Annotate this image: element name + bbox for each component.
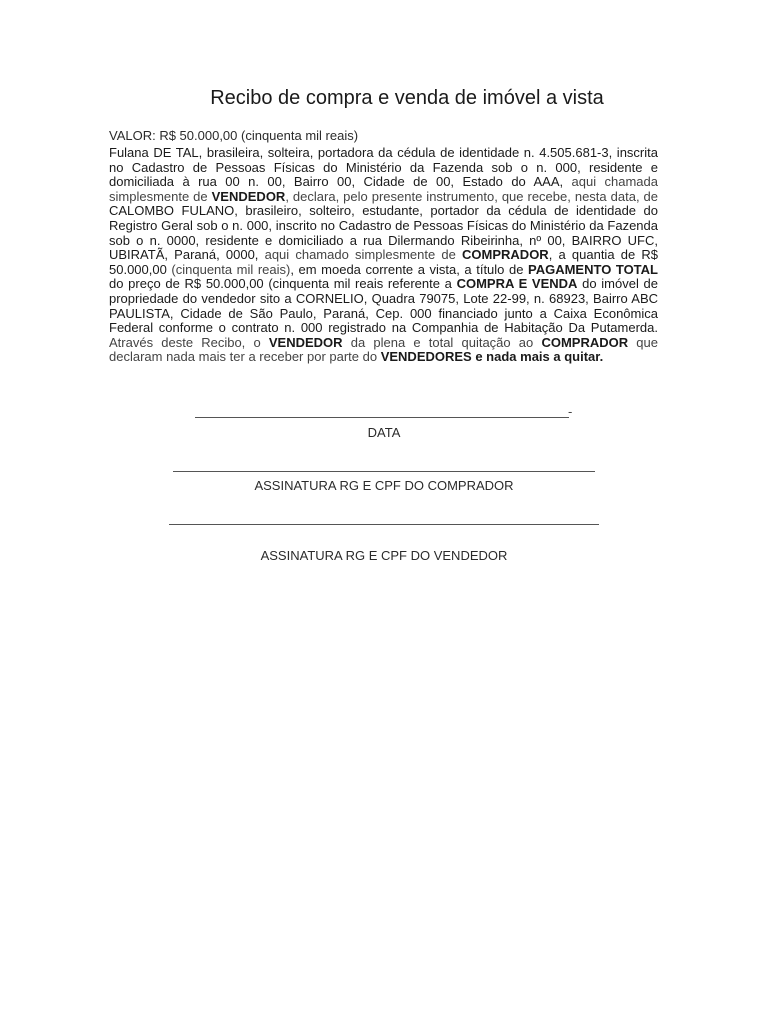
body-comprador-2: COMPRADOR [541, 334, 629, 350]
body-seg-4: , declara, pelo presente instrumento, que recebe, nesta data, de [285, 188, 658, 204]
vendedor-signature-line [169, 524, 599, 525]
body-vendedor-2: VENDEDOR [268, 334, 343, 350]
body-seg-5: CALOMBO FULANO, brasileiro, solteiro, estudante, portador da cédula de identidade do Registro Geral sob o n. 000, inscrito no Cadastro de Pessoas Físicas do Ministério da Fazenda sob o n. 0000, residente e domiciliado a rua Dilermando Ribeirinha, nº 00, BAIRRO UFC, UBIRATÃ, Paraná, 0000, [109, 203, 658, 263]
valor-line: VALOR: R$ 50.000,00 (cinquenta mil reais) [109, 128, 359, 143]
body-comprador-1: COMPRADOR [462, 247, 549, 263]
body-compra-e-venda: COMPRA E VENDA [456, 276, 578, 292]
data-label: DATA [367, 425, 401, 440]
vendedor-signature-label: ASSINATURA RG E CPF DO VENDEDOR [260, 548, 508, 563]
body-seg-1: Fulana DE TAL, brasileira, solteira, portadora da cédula de identidade n. 4.505.681-3, inscrita no Cadastro de Pessoas Físicas do Ministério da Fazenda sob o n. 000, residente e domiciliada à rua 00 n. 00, Bairro 00, Cidade de 00, Estado do AAA, [109, 145, 658, 190]
data-line-tail: - [568, 404, 573, 419]
body-seg-17: da plena e total quitação ao [342, 334, 542, 350]
body-seg-10: , em moeda corrente a vista, a título de [290, 261, 528, 277]
body-seg-15: Através deste Recibo, o [109, 334, 269, 350]
body-seg-6: aqui chamado simplesmente de [264, 247, 463, 263]
body-vendedores: VENDEDORES e nada mais a quitar. [380, 349, 604, 365]
document-title: Recibo de compra e venda de imóvel a vista [210, 87, 604, 109]
body-seg-19: que declaram nada mais ter a receber por parte do [109, 334, 658, 365]
comprador-signature-label: ASSINATURA RG E CPF DO COMPRADOR [254, 478, 514, 493]
body-vendedor-1: VENDEDOR [211, 188, 286, 204]
body-seg-2: aqui chamada simplesmente de [109, 174, 659, 204]
body-pagamento-total: PAGAMENTO TOTAL [528, 261, 658, 277]
body-seg-9: (cinquenta mil reais) [171, 261, 291, 277]
body-seg-8: , a quantia de R$ 50.000,00 [109, 247, 658, 277]
receipt-body [109, 146, 658, 365]
body-seg-14: do imóvel de propriedade do vendedor sito a CORNELIO, Quadra 79075, Lote 22-99, n. 68923, Bairro ABC PAULISTA, Cidade de São Paulo, Paraná, Cep. 000 financiado junto a Caixa Econômica Federal conforme o contrato n. 000 registrado na Companhia de Habitação Da Putamerda. [109, 276, 658, 336]
data-signature-line [195, 417, 569, 418]
comprador-signature-line [173, 471, 595, 472]
body-seg-12: do preço de R$ 50.000,00 (cinquenta mil reais referente a [109, 276, 457, 292]
